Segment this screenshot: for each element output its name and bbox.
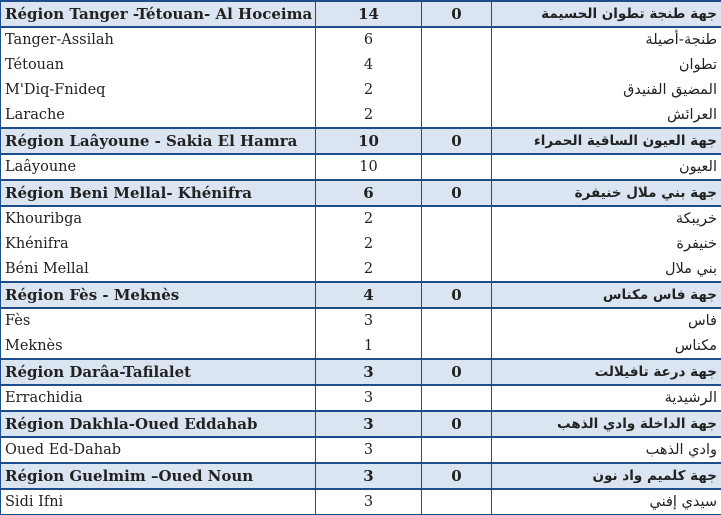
zero-cell — [422, 385, 492, 411]
city-row — [1, 334, 721, 360]
french-name-cell: Sidi Ifni — [1, 489, 316, 515]
city-row — [1, 257, 721, 283]
french-name-cell: Région Tanger -Tétouan- Al Hoceima — [1, 1, 316, 27]
zero-cell — [422, 53, 492, 78]
french-name-cell: Béni Mellal — [1, 257, 316, 283]
arabic-name-cell: جهة طنجة تطوان الحسيمة — [492, 1, 721, 27]
arabic-name-cell: جهة درعة تافيلالت — [492, 359, 721, 385]
arabic-name-cell: جهة الداخلة وادي الذهب — [492, 411, 721, 437]
french-name-cell: Laâyoune — [1, 154, 316, 180]
zero-cell — [422, 27, 492, 53]
count-cell: 14 — [316, 1, 422, 27]
zero-cell — [422, 334, 492, 360]
french-name-cell: Errachidia — [1, 385, 316, 411]
count-cell: 2 — [316, 78, 422, 103]
count-cell: 6 — [316, 27, 422, 53]
arabic-name-cell: بني ملال — [492, 257, 721, 283]
arabic-name-cell: المضيق الفنيدق — [492, 78, 721, 103]
regions-table-body — [1, 1, 721, 515]
region-row — [1, 359, 721, 385]
french-name-cell: Région Guelmim –Oued Noun — [1, 463, 316, 489]
zero-cell — [422, 78, 492, 103]
arabic-name-cell: طنجة-أصيلة — [492, 27, 721, 53]
region-row — [1, 1, 721, 27]
arabic-name-cell: خريبكة — [492, 206, 721, 232]
arabic-name-cell: جهة العيون الساقية الحمراء — [492, 128, 721, 154]
french-name-cell: Oued Ed-Dahab — [1, 437, 316, 463]
arabic-name-cell: مكناس — [492, 334, 721, 360]
french-name-cell: Khénifra — [1, 232, 316, 257]
french-name-cell: Tétouan — [1, 53, 316, 78]
french-name-cell: Région Beni Mellal- Khénifra — [1, 180, 316, 206]
count-cell: 10 — [316, 128, 422, 154]
french-name-cell: Région Laâyoune - Sakia El Hamra — [1, 128, 316, 154]
count-cell: 3 — [316, 385, 422, 411]
arabic-name-cell: جهة فاس مكناس — [492, 282, 721, 308]
french-name-cell: Khouribga — [1, 206, 316, 232]
count-cell: 4 — [316, 53, 422, 78]
city-row — [1, 103, 721, 129]
city-row — [1, 232, 721, 257]
arabic-name-cell: العرائش — [492, 103, 721, 129]
french-name-cell: M'Diq-Fnideq — [1, 78, 316, 103]
arabic-name-cell: العيون — [492, 154, 721, 180]
zero-cell: 0 — [422, 128, 492, 154]
count-cell: 3 — [316, 489, 422, 515]
arabic-name-cell: تطوان — [492, 53, 721, 78]
zero-cell: 0 — [422, 359, 492, 385]
count-cell: 6 — [316, 180, 422, 206]
city-row — [1, 154, 721, 180]
zero-cell — [422, 489, 492, 515]
count-cell: 3 — [316, 359, 422, 385]
arabic-name-cell: وادي الذهب — [492, 437, 721, 463]
french-name-cell: Région Fès - Meknès — [1, 282, 316, 308]
arabic-name-cell: خنيفرة — [492, 232, 721, 257]
count-cell: 3 — [316, 411, 422, 437]
region-row — [1, 128, 721, 154]
count-cell: 2 — [316, 232, 422, 257]
zero-cell — [422, 206, 492, 232]
count-cell: 3 — [316, 463, 422, 489]
count-cell: 2 — [316, 103, 422, 129]
city-row — [1, 437, 721, 463]
arabic-name-cell: الرشيدية — [492, 385, 721, 411]
city-row — [1, 489, 721, 515]
arabic-name-cell: فاس — [492, 308, 721, 334]
zero-cell: 0 — [422, 411, 492, 437]
city-row — [1, 385, 721, 411]
count-cell: 3 — [316, 308, 422, 334]
region-row — [1, 180, 721, 206]
arabic-name-cell: سيدي إفني — [492, 489, 721, 515]
zero-cell: 0 — [422, 1, 492, 27]
zero-cell — [422, 154, 492, 180]
french-name-cell: Fès — [1, 308, 316, 334]
city-row — [1, 53, 721, 78]
french-name-cell: Meknès — [1, 334, 316, 360]
french-name-cell: Région Dakhla-Oued Eddahab — [1, 411, 316, 437]
french-name-cell: Tanger-Assilah — [1, 27, 316, 53]
zero-cell — [422, 437, 492, 463]
region-row — [1, 282, 721, 308]
count-cell: 1 — [316, 334, 422, 360]
count-cell: 3 — [316, 437, 422, 463]
zero-cell — [422, 232, 492, 257]
region-row — [1, 411, 721, 437]
count-cell: 4 — [316, 282, 422, 308]
city-row — [1, 308, 721, 334]
region-row — [1, 463, 721, 489]
city-row — [1, 206, 721, 232]
zero-cell: 0 — [422, 180, 492, 206]
count-cell: 10 — [316, 154, 422, 180]
french-name-cell: Larache — [1, 103, 316, 129]
arabic-name-cell: جهة كلميم واد نون — [492, 463, 721, 489]
arabic-name-cell: جهة بني ملال خنيفرة — [492, 180, 721, 206]
count-cell: 2 — [316, 257, 422, 283]
city-row — [1, 27, 721, 53]
count-cell: 2 — [316, 206, 422, 232]
french-name-cell: Région Darâa-Tafilalet — [1, 359, 316, 385]
city-row — [1, 78, 721, 103]
zero-cell — [422, 257, 492, 283]
zero-cell: 0 — [422, 463, 492, 489]
zero-cell — [422, 308, 492, 334]
zero-cell: 0 — [422, 282, 492, 308]
zero-cell — [422, 103, 492, 129]
